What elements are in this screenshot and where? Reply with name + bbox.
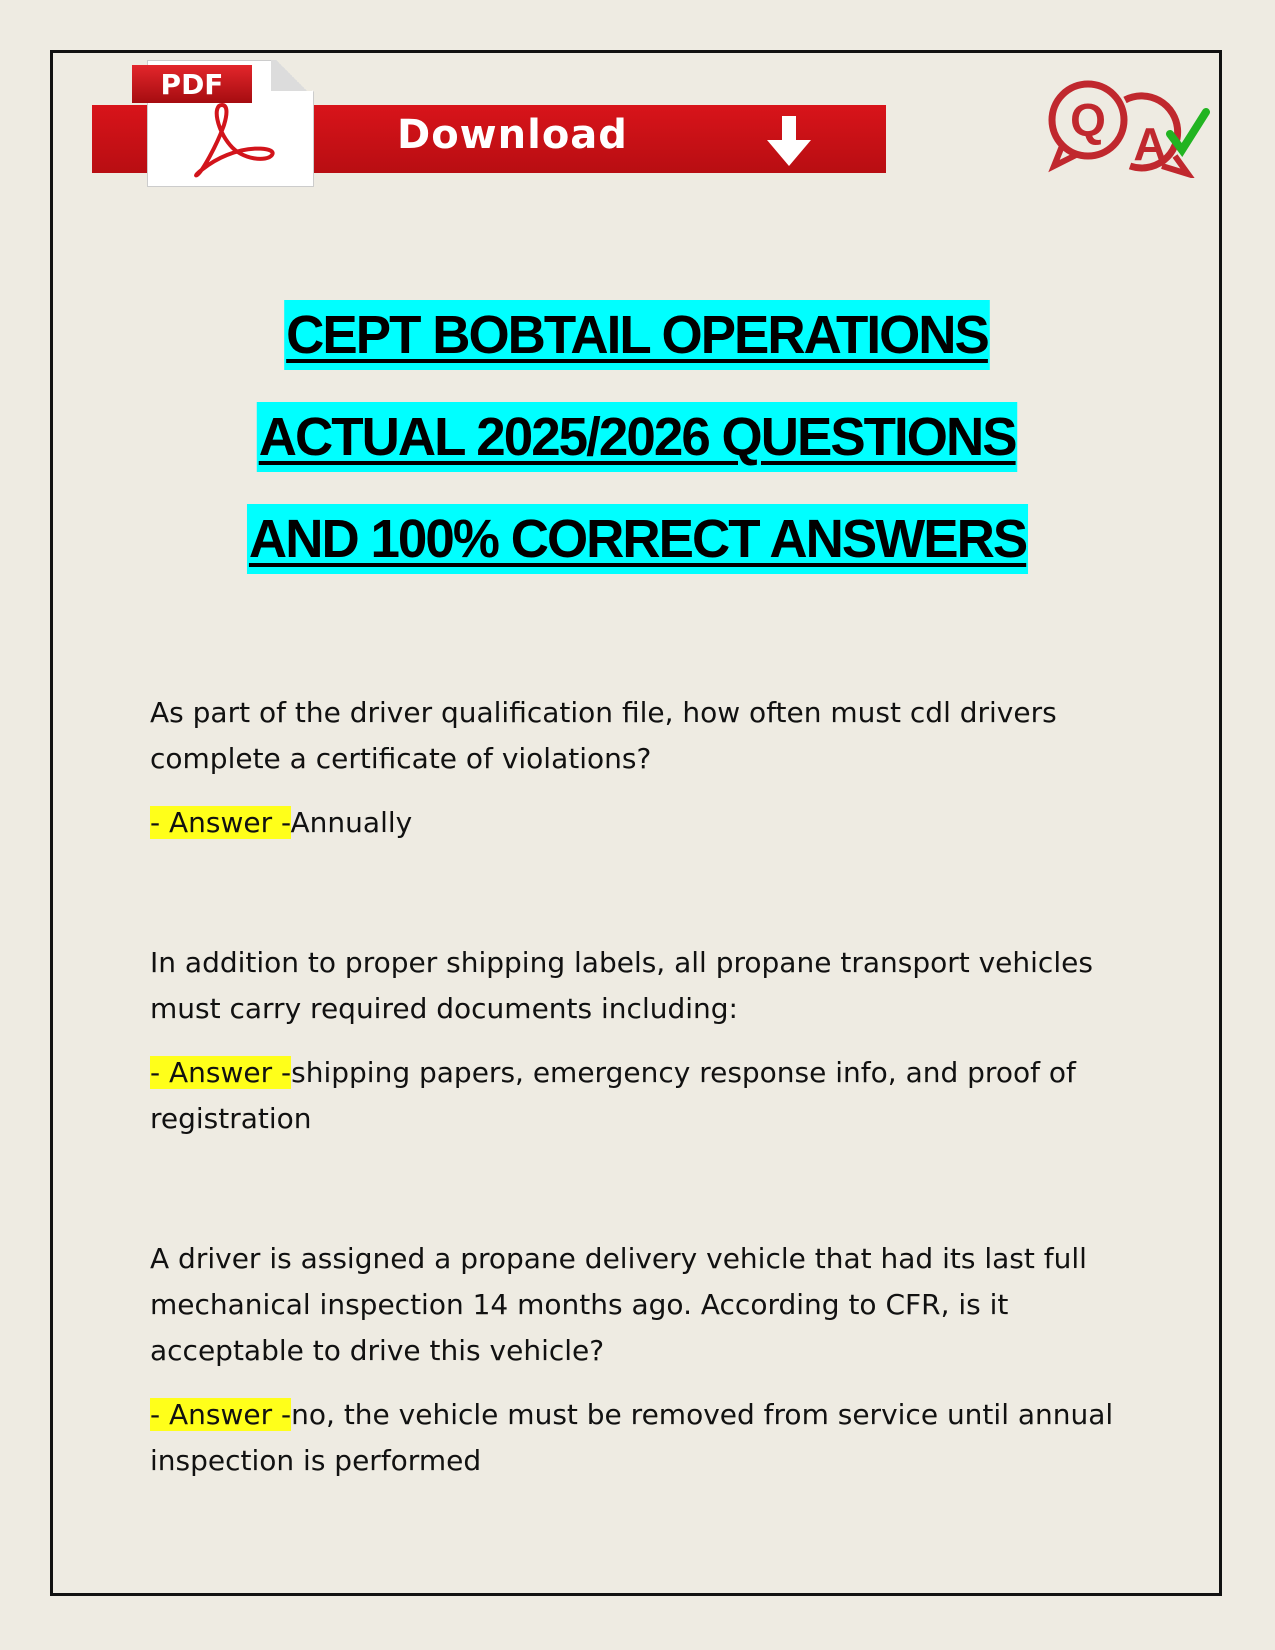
question-text: A driver is assigned a propane delivery vehicle that had its last full mechanical inspection 14 months ago. According to CFR, is it acceptable to drive this vehicle?: [150, 1242, 1087, 1367]
answer-label: - Answer -: [150, 1398, 292, 1431]
qa-item-1: [150, 690, 1140, 846]
answer-text: no, the vehicle must be removed from service until annual inspection is performed: [150, 1398, 1114, 1477]
answer-text: shipping papers, emergency response info, and proof of registration: [150, 1056, 1076, 1135]
svg-text:A: A: [1133, 118, 1167, 170]
question-text: As part of the driver qualification file, how often must cdl drivers complete a certificate of violations?: [150, 696, 1057, 775]
qa-item-2: [150, 940, 1140, 1142]
title-line-1: CEPT BOBTAIL OPERATIONS: [285, 300, 991, 370]
pdf-label: PDF: [132, 65, 252, 103]
answer-line: [150, 800, 1140, 846]
arrow-down-icon: [767, 116, 811, 166]
answer-line: [150, 1392, 1140, 1484]
answer-text: Annually: [290, 806, 413, 839]
qa-item-3: [150, 1236, 1140, 1484]
title-line-3: AND 100% CORRECT ANSWERS: [247, 504, 1028, 574]
svg-text:Q: Q: [1070, 94, 1106, 146]
title-line-2: ACTUAL 2025/2026 QUESTIONS: [257, 402, 1018, 472]
answer-line: [150, 1050, 1140, 1142]
answer-label: - Answer -: [150, 1056, 292, 1089]
download-label[interactable]: Download: [397, 112, 628, 158]
answer-label: - Answer -: [150, 806, 291, 839]
document-title: [0, 300, 1275, 606]
pdf-download-banner[interactable]: [92, 60, 886, 185]
acrobat-logo-icon: [172, 100, 292, 180]
question-text: In addition to proper shipping labels, all propane transport vehicles must carry required documents including:: [150, 946, 1093, 1025]
qa-logo-icon: [1040, 78, 1210, 178]
page-fold: [271, 60, 312, 91]
